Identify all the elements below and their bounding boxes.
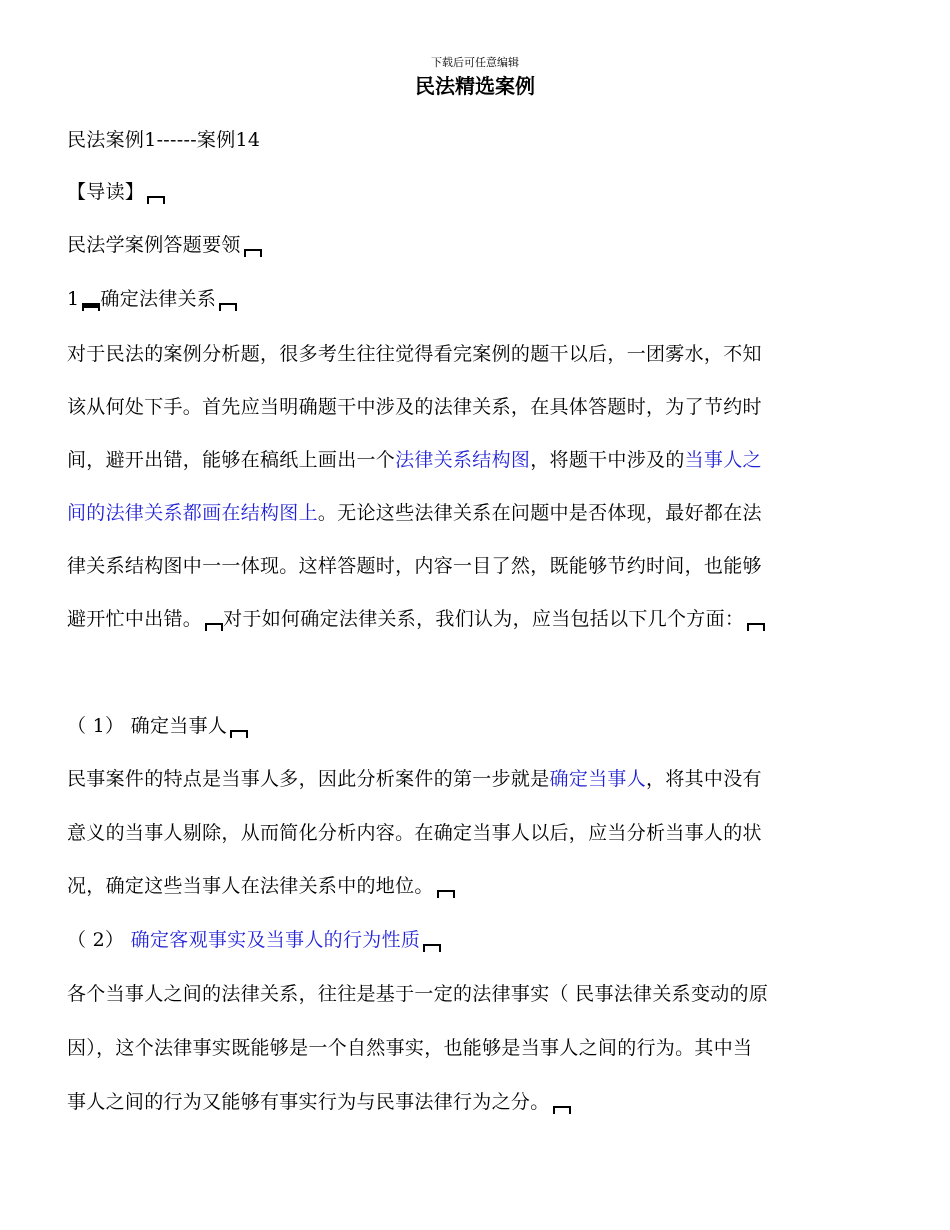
text-run: ，将题干中涉及的 <box>530 449 685 471</box>
highlighted-text: 当事人之 <box>684 449 762 471</box>
text-run: ，将其中没有 <box>646 768 762 790</box>
subsection-1-heading <box>67 712 887 740</box>
para3-line3 <box>67 1088 887 1116</box>
para2-line1 <box>67 765 887 793</box>
highlighted-text: 法律关系结构图 <box>395 449 531 471</box>
paragraph-mark-icon <box>437 890 455 898</box>
subsection-title: （ 1） 确定当事人 <box>67 715 228 737</box>
guide-title-text: 民法学案例答题要领 <box>67 234 241 256</box>
subsection-2-heading <box>67 926 887 954</box>
subsection-prefix: （ 2） <box>67 929 131 951</box>
highlighted-text: 确定当事人 <box>549 768 647 790</box>
text-run: 避开忙中出错。 <box>67 608 203 630</box>
text-run: 间，避开出错，能够在稿纸上画出一个 <box>67 449 396 471</box>
para3-line1 <box>67 980 887 1008</box>
para1-line6 <box>67 605 887 633</box>
para1-line1 <box>67 340 887 368</box>
section-number: 1 <box>67 288 80 310</box>
highlighted-text: 确定客观事实及当事人的行为性质 <box>130 929 421 951</box>
guide-title <box>67 231 887 259</box>
tab-mark-icon <box>82 303 100 311</box>
paragraph-mark-icon <box>423 944 441 952</box>
paragraph-mark-icon <box>747 623 765 631</box>
guide-heading-text: 【导读】 <box>67 181 145 203</box>
paragraph-mark-icon <box>230 730 248 738</box>
text-run: 民事案件的特点是当事人多，因此分析案件的第一步就是 <box>67 768 550 790</box>
para1-line5 <box>67 552 887 580</box>
text-run: 对于民法的案例分析题，很多考生往往觉得看完案例的题干以后，一团雾水，不知 <box>67 343 762 365</box>
para3-line2 <box>67 1034 887 1062</box>
paragraph-mark-icon <box>553 1106 571 1114</box>
text-run: 对于如何确定法律关系，我们认为，应当包括以下几个方面： <box>223 608 745 630</box>
para1-line2 <box>67 393 887 421</box>
para1-line3 <box>67 446 887 474</box>
paragraph-mark-icon <box>244 249 262 257</box>
section-1-heading <box>67 285 887 313</box>
header-note: 下载后可任意编辑 <box>431 56 519 69</box>
paragraph-mark-icon <box>147 196 165 204</box>
text-run: 事人之间的行为又能够有事实行为与民事法律行为之分。 <box>67 1091 550 1113</box>
para2-line3 <box>67 872 887 900</box>
text-run: 该从何处下手。首先应当明确题干中涉及的法律关系，在具体答题时，为了节约时 <box>67 396 762 418</box>
text-run: 各个当事人之间的法律关系，往往是基于一定的法律事实（ 民事法律关系变动的原 <box>67 983 769 1005</box>
para2-line2 <box>67 819 887 847</box>
subtitle-text: 民法案例1------案例14 <box>67 129 261 151</box>
para1-line4 <box>67 499 887 527</box>
text-run: 因），这个法律事实既能够是一个自然事实，也能够是当事人之间的行为。其中当 <box>67 1037 753 1059</box>
document-title: 民法精选案例 <box>415 74 535 98</box>
highlighted-text: 间的法律关系都画在结构图上 <box>67 502 318 524</box>
guide-heading <box>67 178 887 206</box>
subtitle <box>67 126 887 154</box>
text-run: 况，确定这些当事人在法律关系中的地位。 <box>67 875 434 897</box>
text-run: 意义的当事人剔除，从而简化分析内容。在确定当事人以后，应当分析当事人的状 <box>67 822 762 844</box>
section-title: 确定法律关系 <box>100 288 217 310</box>
text-run: 。无论这些法律关系在问题中是否体现，最好都在法 <box>317 502 762 524</box>
paragraph-mark-icon <box>219 303 237 311</box>
paragraph-mark-icon <box>205 623 223 631</box>
text-run: 律关系结构图中一一体现。这样答题时，内容一目了然，既能够节约时间，也能够 <box>67 555 762 577</box>
